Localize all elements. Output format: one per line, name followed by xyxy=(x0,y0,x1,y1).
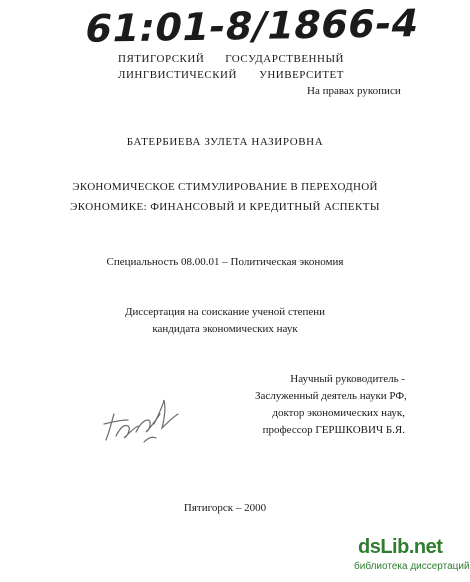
manuscript-note: На правах рукописи xyxy=(307,85,401,97)
institution-line-2 xyxy=(118,69,344,81)
supervisor-line-1: Научный руководитель - xyxy=(290,373,405,385)
watermark xyxy=(354,534,470,582)
dissertation-line-1: Диссертация на соискание ученой степени xyxy=(124,306,326,318)
author-name: БАТЕРБИЕВА ЗУЛЕТА НАЗИРОВНА xyxy=(126,136,324,148)
specialty: Специальность 08.00.01 – Политическая экономия xyxy=(106,256,344,268)
supervisor-line-3: доктор экономических наук, xyxy=(272,407,405,419)
title-line-1: ЭКОНОМИЧЕСКОЕ СТИМУЛИРОВАНИЕ В ПЕРЕХОДНОЙ xyxy=(72,181,378,193)
title-line-2: ЭКОНОМИКЕ: ФИНАНСОВЫЙ И КРЕДИТНЫЙ АСПЕКТЫ xyxy=(70,201,380,213)
institution-word: ГОСУДАРСТВЕННЫЙ xyxy=(225,53,344,65)
archive-number: 61:01-8/1866-4 xyxy=(81,1,423,51)
dissertation-line-2: кандидата экономических наук xyxy=(152,323,298,335)
supervisor-line-4: профессор ГЕРШКОВИЧ Б.Я. xyxy=(262,424,405,436)
institution-word: ПЯТИГОРСКИЙ xyxy=(118,53,205,65)
handwritten-signature-icon xyxy=(98,380,188,460)
city-year: Пятигорск – 2000 xyxy=(183,502,267,514)
supervisor-line-2: Заслуженный деятель науки РФ, xyxy=(255,390,407,402)
institution-word: ЛИНГВИСТИЧЕСКИЙ xyxy=(118,69,237,81)
watermark-logo: dsLib.net xyxy=(358,536,443,558)
institution-word: УНИВЕРСИТЕТ xyxy=(259,69,344,81)
institution-line-1 xyxy=(118,53,344,65)
watermark-caption: библиотека диссертаций xyxy=(354,561,470,572)
